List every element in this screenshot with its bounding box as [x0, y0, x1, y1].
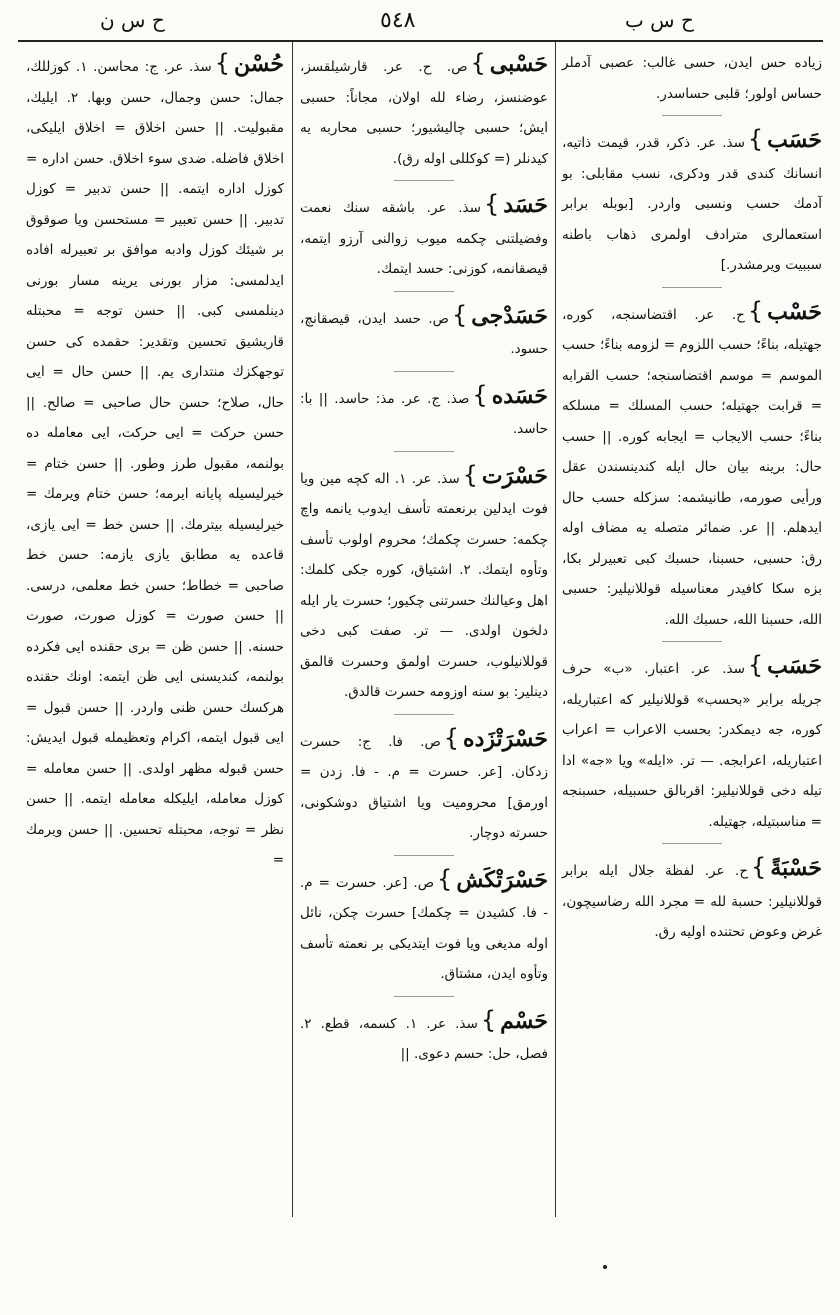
- ink-speck: [603, 1265, 607, 1269]
- entry-headword: حَسَب: [767, 653, 822, 679]
- entry-headword: حُسْن: [234, 51, 284, 77]
- entry-definition: سذ. عر. ذكر، قدر، قيمت ذاتيه، انسانك كندى قدر ودكرى، نسب مقابلى: بو آدمك حسب ونسبى واردر. [بوبله برابر استعمالرى مترادف اولمرى ذهاب باطنه سببيت ويرمشدر.]: [562, 135, 822, 273]
- entry-headword: حَسْبَةً: [770, 855, 822, 881]
- brace-glyph: }: [470, 49, 486, 77]
- brace-glyph: }: [747, 296, 764, 325]
- entry-separator: [394, 996, 454, 997]
- dictionary-entry: [300, 300, 548, 365]
- entry-definition: سذ. عر. اعتبار. «ب» حرف جريله برابر «بحسب» قوللانيلير كه اعتباريله، كوره، جه ديمكدر: بحسب الاعراب = اعراب اعتباريله، اعرابجه. — تر. «ايله» ويا «جه» ادا تيله دخى قوللانيلير: اقربالق حسبيله، حسبنجه = مناسبتيله، جهتيله.: [562, 661, 822, 830]
- dictionary-entry: [26, 48, 284, 876]
- dictionary-entry: [300, 1005, 548, 1070]
- dictionary-entry: [562, 48, 822, 109]
- entry-definition: زياده حس ايدن، حسى غالب: عصبى آدملر حساس اولور؛ قلبى حساسدر.: [562, 55, 822, 102]
- entry-definition: سذ. عر. باشقه سنك نعمت وفضيلتنى چكمه ميوب زوالنى آرزو ايتمه، قيصقانمه، كوزنى: حسد ايتمك.: [300, 200, 548, 277]
- entry-definition: ص. ح. عر. قارشيلقسز، عوضنسز، رضاء لله اولان، مجاناً: حسبى ايش؛ حسبى چاليشيور؛ حسبى محاربه يه كيدنلر (= كوكللى اوله رق).: [300, 59, 548, 167]
- column-middle: [300, 48, 548, 1076]
- header-rule: [18, 40, 823, 42]
- entry-definition: سذ. عر. ج: محاسن. ١. كوزللك، جمال: حسن وجمال، حسن وبها. ٢. ايليك، مقبوليت. || حسن اخلاق = اخلاق ايليكى، اخلاق فاضله. ضدى سوء اخلاق. حسن اداره = كوزل اداره ايتمه. || حسن تدبير = كوزل تدبير. || حسن تعبير = مستحسن ويا صوقوق بر شيئك كوزل وادبه موافق بر تعبيرله افاده ايدلمسى: مزار بورنى يرينه مسار بورنى دينلمسى كبى. || حسن توجه = محبتله قاريشيق تحسين وتقدير: حقمده كى حسن توجهكزك منتدارى يم. || حسن حال = ايى حال، صلاح؛ حسن حال صاحبى = صالح. || حسن حركت = ايى حركت، ايى معامله ده بولنمه، مقبول طرز وطور. || حسن ختام = خيرليسيله پايانه ايرمه؛ حسن ختام ويرمك = خيرليسيله بيترمك. || حسن خط = ايى يازى، قاعده يه مطابق يازى يازمه: حسن خط صاحبى = خطاط؛ حسن خط معلمى، درسى. || حسن صورت = كوزل صورت، صورت حسنه. || حسن ظن = برى حقنده ايى فكرده بولنمه، كنديسنى ايى ظن ايتمه: اونك حقنده هركسك حسن ظنى واردر. || حسن قبول = ايى قبول ايتمه، اكرام وتعظيمله قبول ايديش: حسن قبوله مظهر اولدى. || حسن معامله = كوزل معامله، ايليكله معامله ايتمه. || حسن نظر = توجه، محبتله تحسين. || حسن ويرمك =: [26, 59, 284, 868]
- entry-headword: حَسَدْجى: [471, 302, 548, 329]
- entry-separator: [662, 287, 722, 288]
- entry-definition: صذ. ج. عر. مذ: حاسد. || با: حاسد.: [300, 390, 548, 437]
- entry-separator: [394, 180, 454, 181]
- entry-definition: ص. فا. ج: حسرت زدكان. [عر. حسرت = م. - فا. زدن = اورمق] محروميت ويا اشتياق دوشكونى، حسرته دوچار.: [300, 733, 548, 841]
- entry-separator: [662, 115, 722, 116]
- brace-glyph: }: [437, 864, 453, 893]
- entry-definition: سذ. عر. ١. كسمه، قطع. ٢. فصل، حل: حسم دعوى. ||: [300, 1015, 548, 1062]
- entry-separator: [394, 855, 454, 856]
- entry-separator: [394, 371, 454, 372]
- page-number: ٥٤٨: [380, 8, 416, 33]
- entry-separator: [394, 451, 454, 452]
- entry-headword: حَسَب: [767, 127, 822, 153]
- dictionary-entry: [562, 852, 822, 948]
- dictionary-entry: [300, 48, 548, 174]
- column-divider-right: [555, 42, 556, 1217]
- brace-glyph: }: [214, 49, 231, 77]
- brace-glyph: }: [443, 723, 460, 752]
- brace-glyph: }: [472, 380, 488, 409]
- brace-glyph: }: [462, 460, 478, 489]
- entry-headword: حَسْبى: [489, 51, 548, 77]
- entry-definition: ص. [عر. حسرت = م. - فا. كشيدن = چكمك] حسرت چكن، نائل اوله مديغى ويا فوت ايتديكى بر نعمته تأسف وتأوه ايدن، مشتاق.: [300, 874, 548, 982]
- brace-glyph: }: [751, 853, 767, 881]
- column-left: [26, 48, 284, 882]
- entry-definition: ص. حسد ايدن، قيصقانچ، حسود.: [300, 310, 548, 357]
- column-right: [562, 48, 822, 954]
- column-divider-left: [292, 42, 293, 1217]
- dictionary-entry: [562, 124, 822, 281]
- brace-glyph: }: [747, 125, 764, 153]
- entry-separator: [662, 641, 722, 642]
- brace-glyph: }: [452, 300, 468, 329]
- header-root-letters-left: ح س ن: [100, 8, 165, 32]
- entry-separator: [662, 843, 722, 844]
- entry-separator: [394, 714, 454, 715]
- brace-glyph: }: [480, 1005, 497, 1034]
- brace-glyph: }: [747, 651, 764, 679]
- dictionary-entry: [300, 189, 548, 285]
- entry-headword: حَسَد: [503, 192, 548, 218]
- dictionary-entry: [562, 650, 822, 837]
- dictionary-entry: [300, 460, 548, 708]
- entry-headword: حَسَده: [491, 382, 548, 409]
- entry-definition: سذ. عر. ١. اله كچه مين ويا فوت ايدلين برنعمته تأسف ايدوب يانمه واچ چكمه: حسرت چكمك؛ محروم اولوب تأسف وتأوه ايتمك. ٢. اشتياق، كوره جكى كلمك: اهل وعيالنك حسرتنى چكيور؛ حسرت يار ايله دلخون اولدى. — تر. صفت كبى دخى قوللانيلوب، حسرت اولمق وحسرت قالمق دينلير: بو سنه اوزومه حسرت قالدق.: [300, 470, 548, 700]
- entry-headword: حَسْرَتْزَده: [463, 725, 548, 752]
- header-root-letters-right: ح س ب: [625, 8, 694, 32]
- entry-headword: حَسْم: [500, 1007, 548, 1034]
- entry-headword: حَسْرَت: [481, 462, 548, 489]
- entry-headword: حَسْب: [767, 298, 822, 325]
- dictionary-entry: [300, 864, 548, 990]
- brace-glyph: }: [483, 190, 500, 218]
- dictionary-entry: [300, 723, 548, 849]
- dictionary-entry: [300, 380, 548, 445]
- entry-definition: ح. عر. لفظة جلال ايله برابر قوللانيلير: حسبة لله = مجرد الله رضاسيچون، غرض وعوض تحتنده اوليه رق.: [562, 863, 822, 940]
- entry-headword: حَسْرَتْكَش: [456, 866, 548, 893]
- entry-definition: ح. عر. اقتضاسنجه، كوره، جهتيله، بناءً؛ حسب اللزوم = لزومه بناءً؛ حسب الموسم = موسم اقتضاسنجه؛ حسب القرابه = قرابت جهتيله؛ حسب المسلك = مسلكه بناءً؛ حسب الايجاب = ايجابه كوره. || حسب حال: برينه بيان حال ايله كندينسندن عقل ورأيى صورمه، طانيشمه: سزكله حسب حال ايدهلم. || عر. ضمائر متصله يه مضاف اوله رق: حسبى، حسبنا، حسبك كبى تعبيرلر بكا، بزه سكا كافيدر معناسيله قوللانيلير: حسبى الله، حسبنا الله، حسبك الله.: [562, 306, 822, 628]
- entry-separator: [394, 291, 454, 292]
- dictionary-entry: [562, 296, 822, 636]
